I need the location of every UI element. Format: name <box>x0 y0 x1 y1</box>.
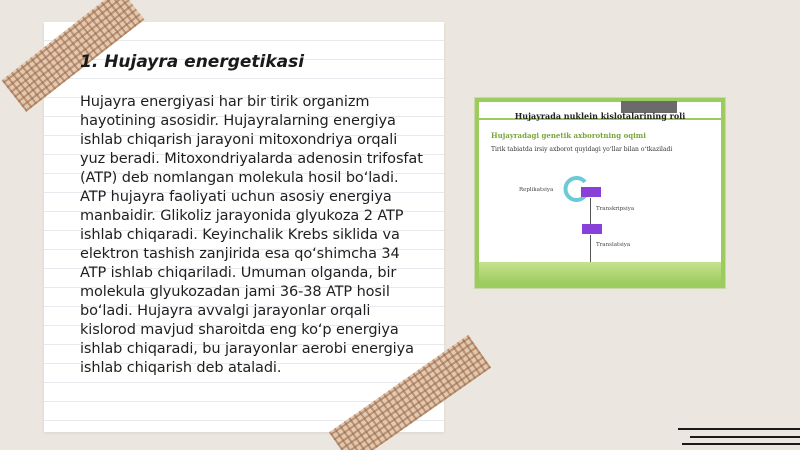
decorative-line-1 <box>678 428 800 430</box>
slide-heading: 1. Hujayra energetikasi <box>80 52 305 72</box>
label-replication: Replikatsiya <box>519 187 554 193</box>
embedded-slide-image <box>475 98 725 288</box>
thumbnail-title: Hujayrada nuklein kislotalarining roli <box>514 111 686 121</box>
rna-box <box>582 224 602 234</box>
thumbnail-description: Tirik tabiatda irsiy axborot quyidagi yo‘llar bilan o‘tkaziladi <box>491 146 673 153</box>
thumbnail-subtitle: Hujayradagi genetik axborotning oqimi <box>491 131 646 140</box>
thumbnail-bottom-strip <box>479 262 721 284</box>
decorative-line-2 <box>690 436 800 438</box>
arrow-line-2 <box>590 235 591 265</box>
decorative-line-3 <box>682 443 800 445</box>
arrow-line-1 <box>590 198 591 224</box>
dna-box <box>581 187 601 197</box>
slide-paragraph: Hujayra energiyasi har bir tirik organizm hayotining asosidir. Hujayralarning energiya ishlab chiqarish jarayoni mitoxondriya orqali yuz beradi. Mitoxondriyalarda adenosin trifosfat (ATP) deb nomlangan molekula hosil bo‘ladi. ATP hujayra faoliyati uchun asosiy energiya manbaidir. Glikoliz jarayonida glyukoza 2 ATP ishlab chiqaradi. Keyinchalik Krebs siklida va elektron tashish zanjirida esa qo‘shimcha 34 ATP ishlab chiqariladi. Umuman olganda, bir molekula glyukozadan jami 36-38 ATP hosil bo‘ladi. Hujayra avvalgi jarayonlar orqali kislorod mavjud sharoitda eng ko‘p energiya ishlab chiqaradi, bu jarayonlar aerobi energiya ishlab chiqarish deb ataladi. <box>80 94 423 376</box>
label-transcription: Transkripsiya <box>596 206 635 212</box>
label-translation: Translatsiya <box>596 242 631 248</box>
